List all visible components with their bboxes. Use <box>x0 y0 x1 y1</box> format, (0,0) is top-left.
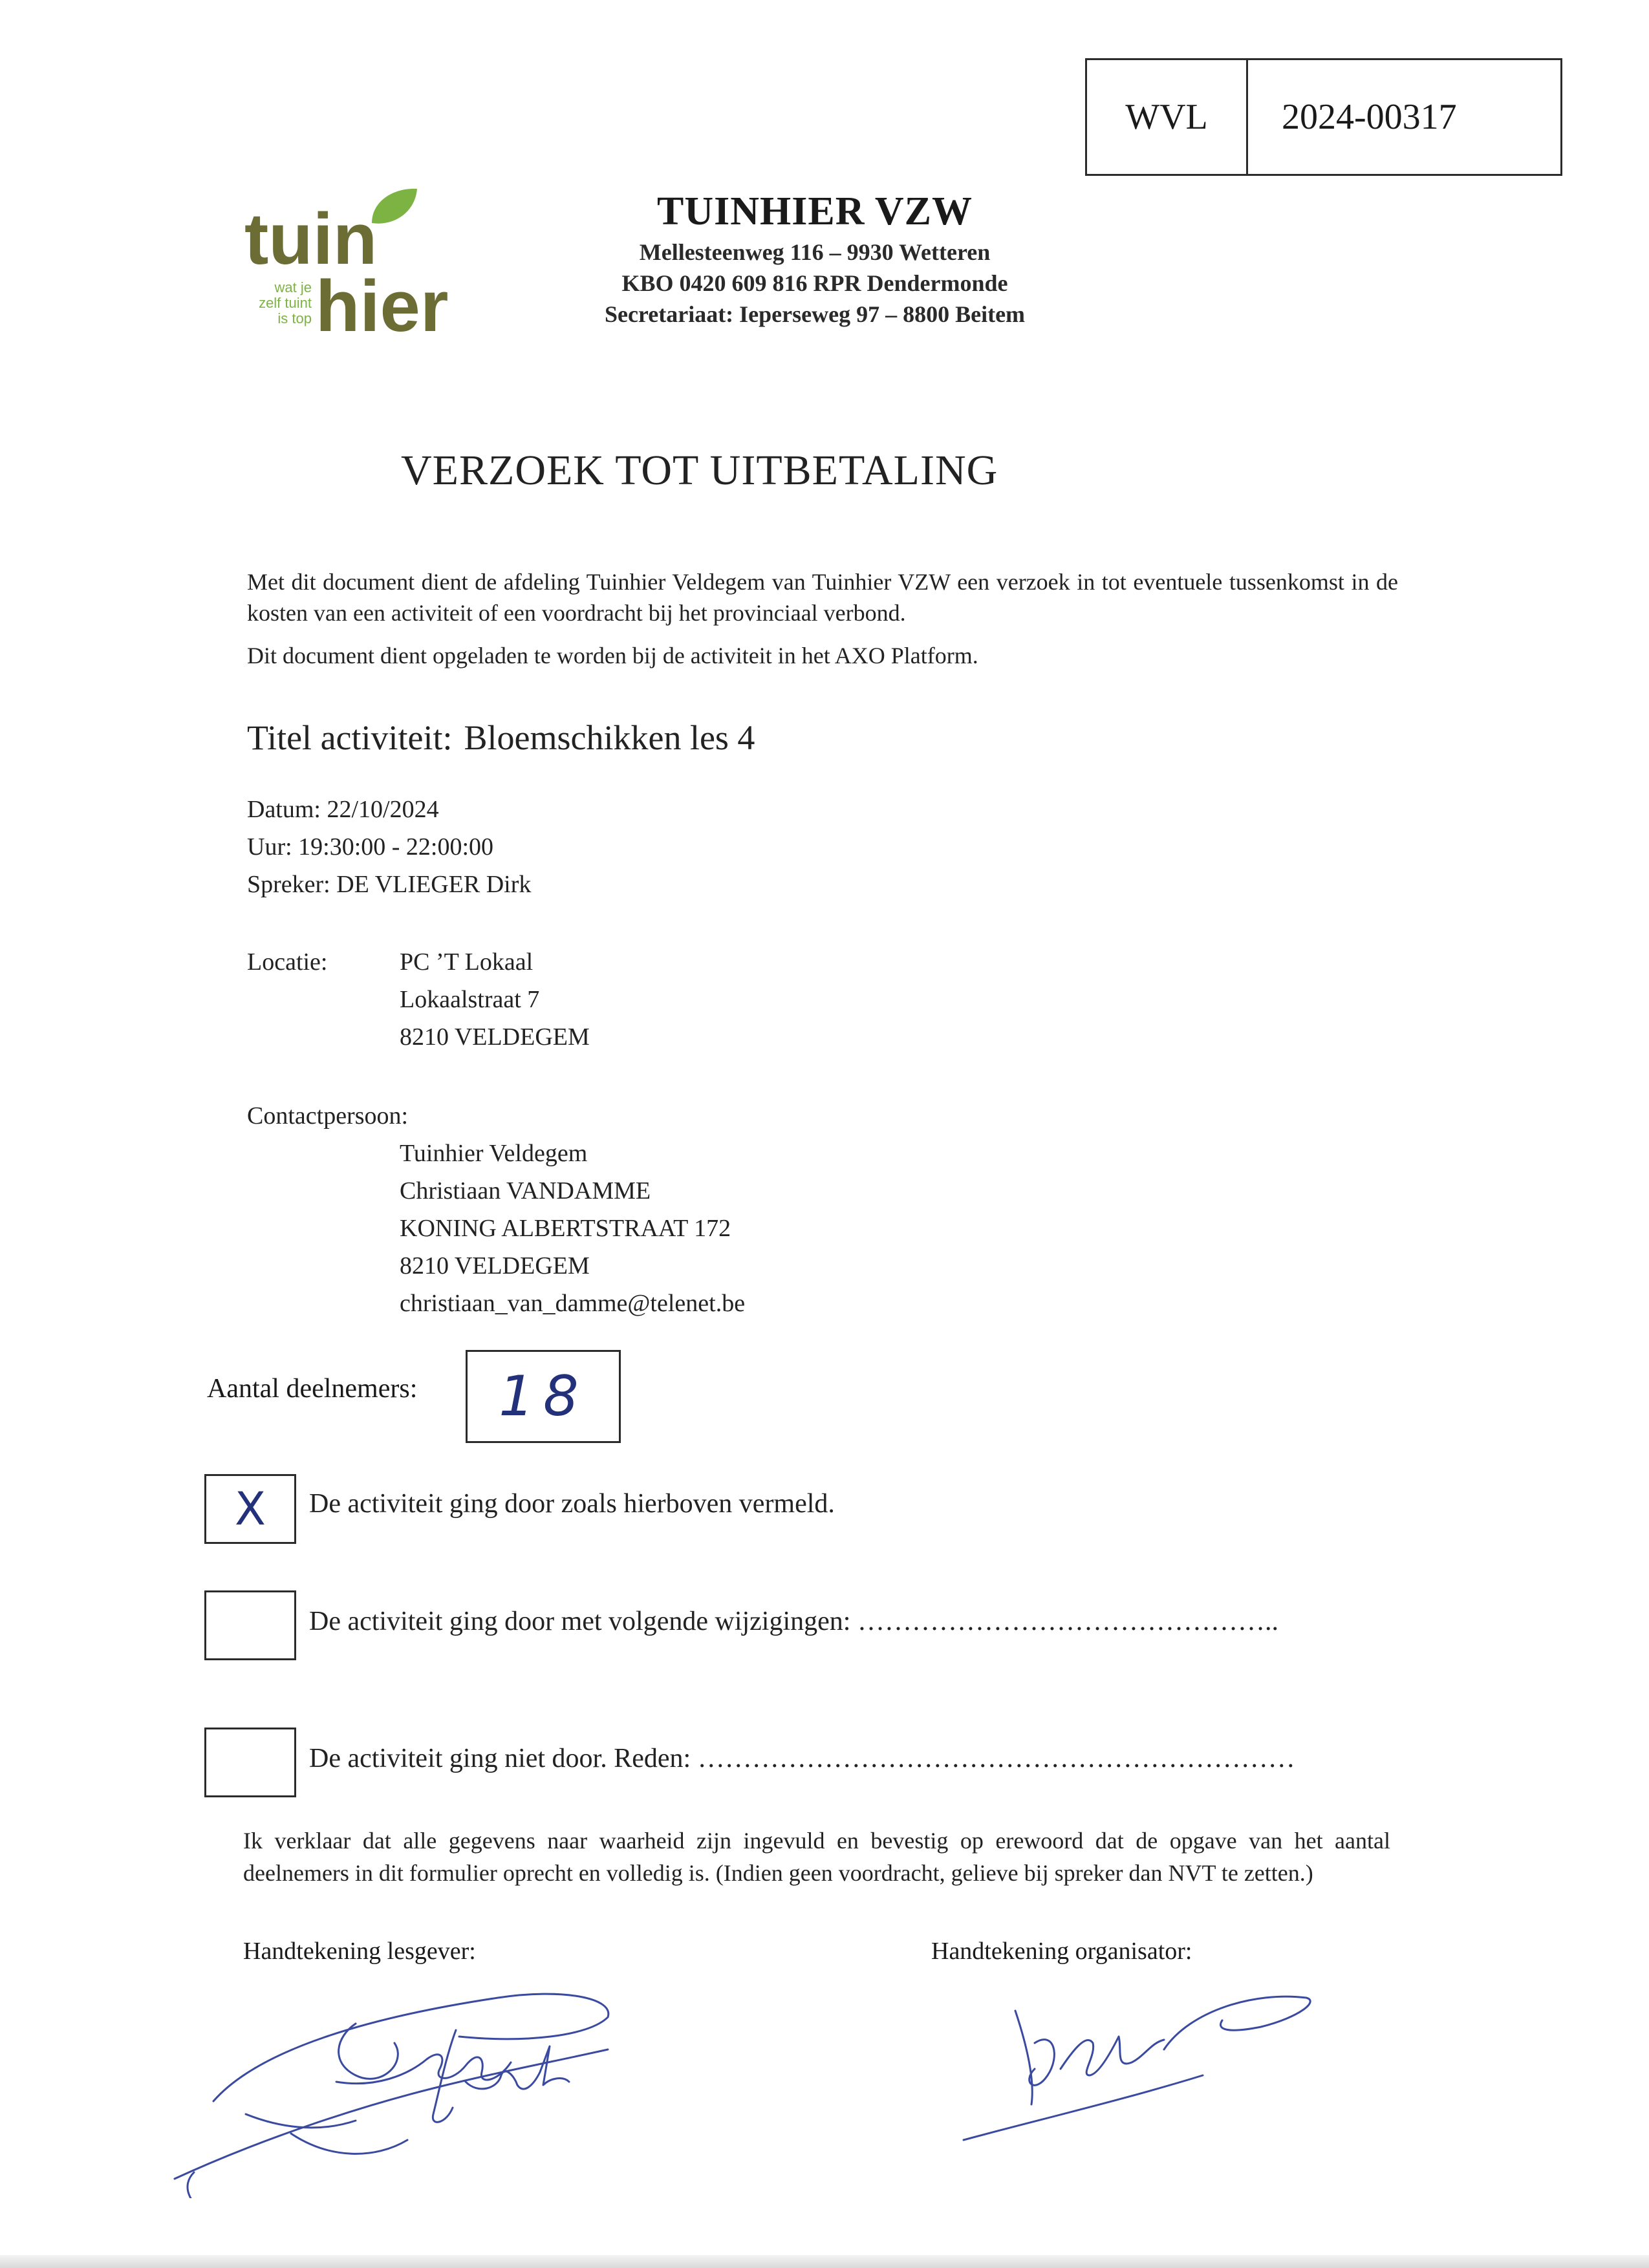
organizer-signature <box>957 1972 1319 2153</box>
contact-label: Contactpersoon: <box>247 1102 409 1129</box>
logo-tagline-3: is top <box>277 310 312 326</box>
activity-label: Titel activiteit: <box>247 718 453 757</box>
activity-title <box>247 718 755 758</box>
reference-number: 2024-00317 <box>1282 97 1457 137</box>
contact-line: Christiaan VANDAMME <box>400 1177 651 1204</box>
date-line: Datum: 22/10/2024 <box>247 796 439 823</box>
location-line: Lokaalstraat 7 <box>400 986 540 1013</box>
org-address: Mellesteenweg 116 – 9930 Wetteren <box>639 239 991 265</box>
logo-tagline-2: zelf tuint <box>259 295 312 311</box>
contact-line: KONING ALBERTSTRAAT 172 <box>400 1215 731 1242</box>
org-kbo: KBO 0420 609 816 RPR Dendermonde <box>621 270 1008 296</box>
tuinhier-logo <box>239 187 453 343</box>
org-name: TUINHIER VZW <box>656 189 973 233</box>
participants-field[interactable]: 18 <box>466 1350 621 1443</box>
speaker-line: Spreker: DE VLIEGER Dirk <box>247 871 532 898</box>
lecturer-signature-label: Handtekening lesgever: <box>243 1938 476 1965</box>
location-label: Locatie: <box>247 948 328 976</box>
option-with-changes-label: De activiteit ging door met volgende wijzigingen: ……………………………………….. <box>309 1607 1278 1636</box>
lecturer-signature <box>162 1927 731 2198</box>
reference-box <box>1085 58 1562 176</box>
intro-paragraph: Met dit document dient de afdeling Tuinhier Veldegem van Tuinhier VZW een verzoek in tot eventuele tussenkomst in de kosten van een activiteit of een voordracht bij het provinciaal verbond. <box>247 569 1398 626</box>
location-line: 8210 VELDEGEM <box>400 1023 590 1051</box>
logo-text-hier: hier <box>316 266 449 343</box>
leaf-icon <box>372 189 417 224</box>
checkbox-with-changes[interactable] <box>204 1590 296 1660</box>
activity-value: Bloemschikken les 4 <box>464 718 755 757</box>
org-header <box>517 186 1112 330</box>
declaration-text: Ik verklaar dat alle gegevens naar waarheid zijn ingevuld en bevestig op erewoord dat de opgave van het aantal deelnemers in dit formulier oprecht en volledig is. (Indien geen voordracht, gelieve bij spreker dan NVT te zetten.) <box>243 1828 1390 1886</box>
time-line: Uur: 19:30:00 - 22:00:00 <box>247 833 494 861</box>
option-as-planned-label: De activiteit ging door zoals hierboven vermeld. <box>309 1489 835 1519</box>
contact-email: christiaan_van_damme@telenet.be <box>400 1290 746 1317</box>
document-title: VERZOEK TOT UITBETALING <box>401 447 998 494</box>
reference-code: WVL <box>1087 60 1248 174</box>
option-cancelled-label: De activiteit ging niet door. Reden: ………………………………………………………… <box>309 1744 1295 1773</box>
contact-line: 8210 VELDEGEM <box>400 1252 590 1279</box>
contact-line: Tuinhier Veldegem <box>400 1140 588 1167</box>
participants-label: Aantal deelnemers: <box>207 1374 418 1404</box>
org-secretariat: Secretariaat: Ieperseweg 97 – 8800 Beitem <box>604 301 1026 327</box>
logo-text-tuin: tuin <box>244 198 378 279</box>
checkbox-as-planned[interactable]: X <box>204 1474 296 1544</box>
logo-tagline-1: wat je <box>274 279 312 295</box>
upload-note: Dit document dient opgeladen te worden bij de activiteit in het AXO Platform. <box>247 643 978 669</box>
checkbox-cancelled[interactable] <box>204 1728 296 1797</box>
location-line: PC ’T Lokaal <box>400 948 534 976</box>
organizer-signature-label: Handtekening organisator: <box>931 1938 1192 1965</box>
scan-edge <box>0 2255 1649 2268</box>
